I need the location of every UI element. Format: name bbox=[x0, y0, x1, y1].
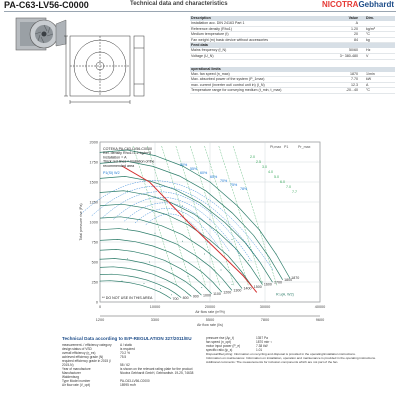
chart-annotation-line: Ref. density Rho1=1.2 kg/m^3 bbox=[103, 151, 152, 156]
row-dim: °C bbox=[366, 88, 371, 93]
row-desc: Fan weight (m) basic device without accessories bbox=[191, 37, 269, 42]
row-desc: max. current (inverter out/ control unit in) (I_N) bbox=[191, 82, 265, 87]
y-tick-label: 750 bbox=[91, 240, 98, 245]
data-point bbox=[127, 190, 128, 191]
x-tick-label: 0 bbox=[98, 305, 102, 309]
erp-key: achieved efficiency grade (N) bbox=[62, 355, 104, 359]
y-tick-label: 250 bbox=[91, 280, 98, 285]
chart-annotation-line: Installation = A bbox=[103, 155, 127, 160]
x-tick-label: 30000 bbox=[259, 305, 271, 309]
data-point bbox=[188, 276, 189, 277]
erp-key: specific ratio (ψ_s) bbox=[206, 348, 233, 352]
y-tick-label: 0 bbox=[95, 300, 98, 305]
row-dim: 1/min bbox=[366, 71, 375, 76]
brand-suffix: Gebhardt bbox=[358, 0, 394, 9]
data-point bbox=[100, 259, 101, 260]
chart-annotation-line: recommended area bbox=[103, 163, 135, 168]
data-point bbox=[210, 219, 211, 220]
row-val: 84 bbox=[354, 37, 358, 42]
speed-label: 1400 bbox=[243, 286, 252, 291]
power-label: 2.5 bbox=[256, 160, 261, 164]
y-tick-label: 1750 bbox=[89, 160, 98, 165]
page-subtitle: Technical data and characteristics bbox=[130, 1, 228, 7]
speed-label: 800 bbox=[182, 295, 189, 300]
speed-label: 1870 bbox=[291, 276, 300, 281]
marker-label: Pt,max bbox=[270, 145, 282, 149]
data-point bbox=[210, 182, 211, 183]
y-axis-title: Total pressure rise (Pa) bbox=[79, 203, 83, 241]
erp-value: 7.38 kW bbox=[256, 344, 268, 348]
technical-drawing bbox=[64, 28, 150, 112]
y-tick-label: 500 bbox=[91, 260, 98, 265]
chart-footnote: ** DO NOT USE IN THIS AREA bbox=[102, 296, 153, 300]
brand-logo bbox=[322, 0, 394, 9]
row-desc: Temperature range for conveying medium (t_min, t_max) bbox=[191, 88, 282, 93]
row-val: -20...40 bbox=[345, 88, 358, 93]
data-point bbox=[276, 254, 277, 255]
row-dim: kg/m³ bbox=[366, 26, 375, 31]
erp-key: Manufacturer bbox=[62, 371, 81, 375]
erp-note: Additional comments: The measurements for inclusion components which are not part of the fan. bbox=[206, 359, 339, 364]
x-tick-label: 20000 bbox=[204, 305, 216, 309]
row-desc: Max. absorbed power of the system (P_1max) bbox=[191, 77, 265, 82]
speed-label: 1800 bbox=[284, 277, 293, 282]
row-dim: A bbox=[366, 82, 369, 87]
erp-row bbox=[62, 383, 202, 387]
marker-label: Pr_max bbox=[298, 145, 311, 149]
row-desc: Reference density (Rho1) bbox=[191, 26, 232, 31]
chart-grid bbox=[100, 142, 320, 316]
data-point bbox=[248, 260, 249, 261]
data-point bbox=[127, 228, 128, 229]
erp-notes bbox=[206, 353, 396, 365]
efficiency-label: 70% bbox=[220, 179, 228, 183]
spec-table bbox=[190, 16, 395, 94]
spec-row bbox=[190, 54, 395, 60]
data-point bbox=[232, 284, 233, 285]
data-point bbox=[204, 254, 205, 255]
erp-row bbox=[62, 371, 202, 379]
header-value: Value bbox=[348, 16, 358, 20]
header-description: Description bbox=[191, 16, 211, 20]
power-label: 7.7 bbox=[292, 190, 297, 194]
data-point bbox=[149, 262, 150, 263]
data-point bbox=[259, 230, 260, 231]
data-point bbox=[201, 287, 202, 288]
efficiency-label: 65% bbox=[210, 175, 218, 179]
efficiency-label: 50% bbox=[180, 163, 188, 167]
erp-value: Nicotra Gebhardt GmbH, Gebhardtstr. 19-25, 74638 Waldenburg bbox=[62, 371, 194, 379]
erp-value: 70.2 % bbox=[120, 351, 130, 355]
data-point bbox=[262, 282, 263, 283]
data-point bbox=[155, 233, 156, 234]
row-val: 1870 bbox=[350, 71, 358, 76]
erp-left-column bbox=[62, 343, 202, 387]
data-point bbox=[237, 206, 238, 207]
erp-row bbox=[62, 359, 202, 367]
row-val: A bbox=[355, 21, 358, 25]
speed-label: 1100 bbox=[213, 291, 221, 296]
data-point bbox=[155, 196, 156, 197]
brand-prefix: NICOTRA bbox=[321, 0, 359, 9]
power-label: 2.0 bbox=[250, 155, 255, 159]
power-label: 6.0 bbox=[280, 180, 285, 184]
erp-value: 75.5 bbox=[120, 355, 127, 359]
x2-tick-label: 1200 bbox=[95, 318, 105, 322]
erp-right-column bbox=[206, 336, 396, 365]
power-label: 3.0 bbox=[262, 165, 267, 169]
row-val: 1.20 bbox=[351, 26, 358, 31]
data-point bbox=[100, 281, 101, 282]
row-val: 20 bbox=[354, 32, 358, 37]
data-point bbox=[100, 192, 101, 193]
x-tick-label: 40000 bbox=[314, 305, 326, 309]
erp-value: is required bbox=[120, 347, 135, 351]
data-point bbox=[182, 241, 183, 242]
data-point bbox=[100, 230, 101, 231]
row-val: 3~ 380-480 bbox=[339, 53, 358, 58]
fan-performance-chart bbox=[56, 138, 356, 336]
data-point bbox=[221, 270, 222, 271]
row-desc: Medium temperature (t) bbox=[191, 32, 229, 37]
x2-tick-label: 5500 bbox=[205, 318, 215, 322]
erp-title: Technical Data according to ErP-REGULATION 327/2011/EU bbox=[62, 336, 192, 341]
header-divider bbox=[4, 11, 396, 12]
header-dim: Dim. bbox=[366, 16, 374, 20]
data-point bbox=[144, 283, 145, 284]
y-tick-label: 1000 bbox=[89, 220, 98, 225]
erp-key: Type Model number bbox=[62, 379, 91, 383]
x2-tick-label: 3300 bbox=[150, 318, 160, 322]
erp-note: Disposal/Recycling: Information on recycling and disposal is provided in the operating/installation instructions. bbox=[206, 352, 356, 356]
speed-label: 700 bbox=[172, 296, 179, 301]
speed-label: 1600 bbox=[263, 282, 272, 287]
erp-key: design status of VSD bbox=[62, 347, 92, 351]
data-point bbox=[160, 288, 161, 289]
chart-annotation-line: COTEKA PA-C63-LV56-C0000 bbox=[103, 147, 153, 151]
erp-note: Information on maintenance: Information on installation, operation and maintenance is provided in the operating instructions. bbox=[206, 355, 376, 360]
fan-product-photo bbox=[14, 14, 68, 54]
data-point bbox=[100, 152, 101, 153]
efficiency-label: 55% bbox=[190, 167, 198, 171]
data-point bbox=[171, 268, 172, 269]
erp-value: 1357 Pa bbox=[256, 336, 268, 340]
annotation-marker: P1(SI) W2 bbox=[103, 171, 120, 175]
erp-key: Air flow rate (V_opt) bbox=[62, 383, 91, 387]
row-dim: V bbox=[366, 53, 369, 58]
row-desc: Voltage (U_N) bbox=[191, 53, 214, 58]
data-point bbox=[232, 239, 233, 240]
chart-annotation-line: Thick red lines = limitation of the bbox=[103, 159, 155, 164]
x2-tick-label: 9600 bbox=[315, 318, 325, 322]
speed-label: 1300 bbox=[233, 288, 242, 293]
erp-key: fan speed (n_opt) bbox=[206, 340, 231, 344]
x-tick-label: 10000 bbox=[149, 305, 161, 309]
erp-value: 58 / 62 bbox=[120, 363, 130, 367]
feed-data-title: Feed data bbox=[191, 43, 208, 48]
row-desc: Mains frequency (f_N) bbox=[191, 48, 227, 53]
efficiency-label: 60% bbox=[200, 171, 208, 175]
data-point bbox=[155, 155, 156, 156]
erp-value: A / static bbox=[120, 343, 133, 347]
erp-key: Year of manufacture bbox=[62, 367, 91, 371]
row-val: 50/60 bbox=[349, 48, 358, 53]
y-tick-label: 1500 bbox=[89, 180, 98, 185]
marker-label: P1 bbox=[284, 145, 289, 149]
y-tick-label: 1250 bbox=[89, 200, 98, 205]
spec-row bbox=[190, 88, 395, 94]
row-val: 12.3 bbox=[351, 82, 358, 87]
speed-label: 1200 bbox=[223, 290, 232, 295]
row-val: 7.70 bbox=[351, 77, 358, 82]
operational-limits-title: operational limits bbox=[191, 66, 221, 71]
erp-key: measurement- / efficiency category bbox=[62, 343, 112, 347]
efficiency-label: 75% bbox=[230, 183, 238, 187]
power-label: 4.0 bbox=[268, 170, 273, 174]
erp-value: 1.01 bbox=[256, 348, 263, 352]
x-axis-title: Air flow rate (m³/h) bbox=[195, 310, 225, 314]
row-dim: kW bbox=[366, 77, 372, 82]
row-desc: Installation acc. DIN 24163 Part 1 bbox=[191, 21, 245, 25]
erp-key: pressure rise (Δp_t) bbox=[206, 336, 234, 340]
speed-label: 900 bbox=[192, 294, 199, 299]
row-dim: kg bbox=[366, 37, 370, 42]
data-point bbox=[182, 206, 183, 207]
speed-label: 1700 bbox=[274, 280, 282, 285]
row-dim: °C bbox=[366, 32, 371, 37]
speed-label: 1000 bbox=[202, 293, 211, 298]
x2-tick-label: 7800 bbox=[260, 318, 270, 322]
erp-value: 1870 min⁻¹ bbox=[256, 340, 272, 344]
erp-value: PA-C63-LV56-C0000 bbox=[120, 379, 150, 383]
row-dim: Hz bbox=[366, 48, 371, 53]
erp-key: motor input power (P_e) bbox=[206, 344, 241, 348]
power-label: 5.0 bbox=[274, 175, 279, 179]
erp-key: required efficiency grade in 2015 (/ 2015-N) bbox=[62, 359, 112, 367]
data-point bbox=[171, 294, 172, 295]
data-point bbox=[127, 258, 128, 259]
y-tick-label: 2000 bbox=[89, 140, 98, 145]
power-label: 7.0 bbox=[286, 185, 291, 189]
data-point bbox=[122, 281, 123, 282]
erp-value: is shown on the relevant rating plate for the product bbox=[120, 367, 193, 371]
row-desc: Max. fan speed (n_max) bbox=[191, 71, 230, 76]
speed-label: 1500 bbox=[253, 284, 262, 289]
x2-axis-title: Air flow rate (l/s) bbox=[197, 323, 223, 327]
efficiency-label: 78% bbox=[240, 187, 248, 191]
bottom-curve-label: R:u(A, W2) bbox=[276, 292, 294, 297]
erp-key: overall efficiency (η_es) bbox=[62, 351, 96, 355]
erp-value: 18995 m³/h bbox=[120, 383, 137, 387]
model-number: PA-C63-LV56-C0000 bbox=[4, 0, 89, 10]
